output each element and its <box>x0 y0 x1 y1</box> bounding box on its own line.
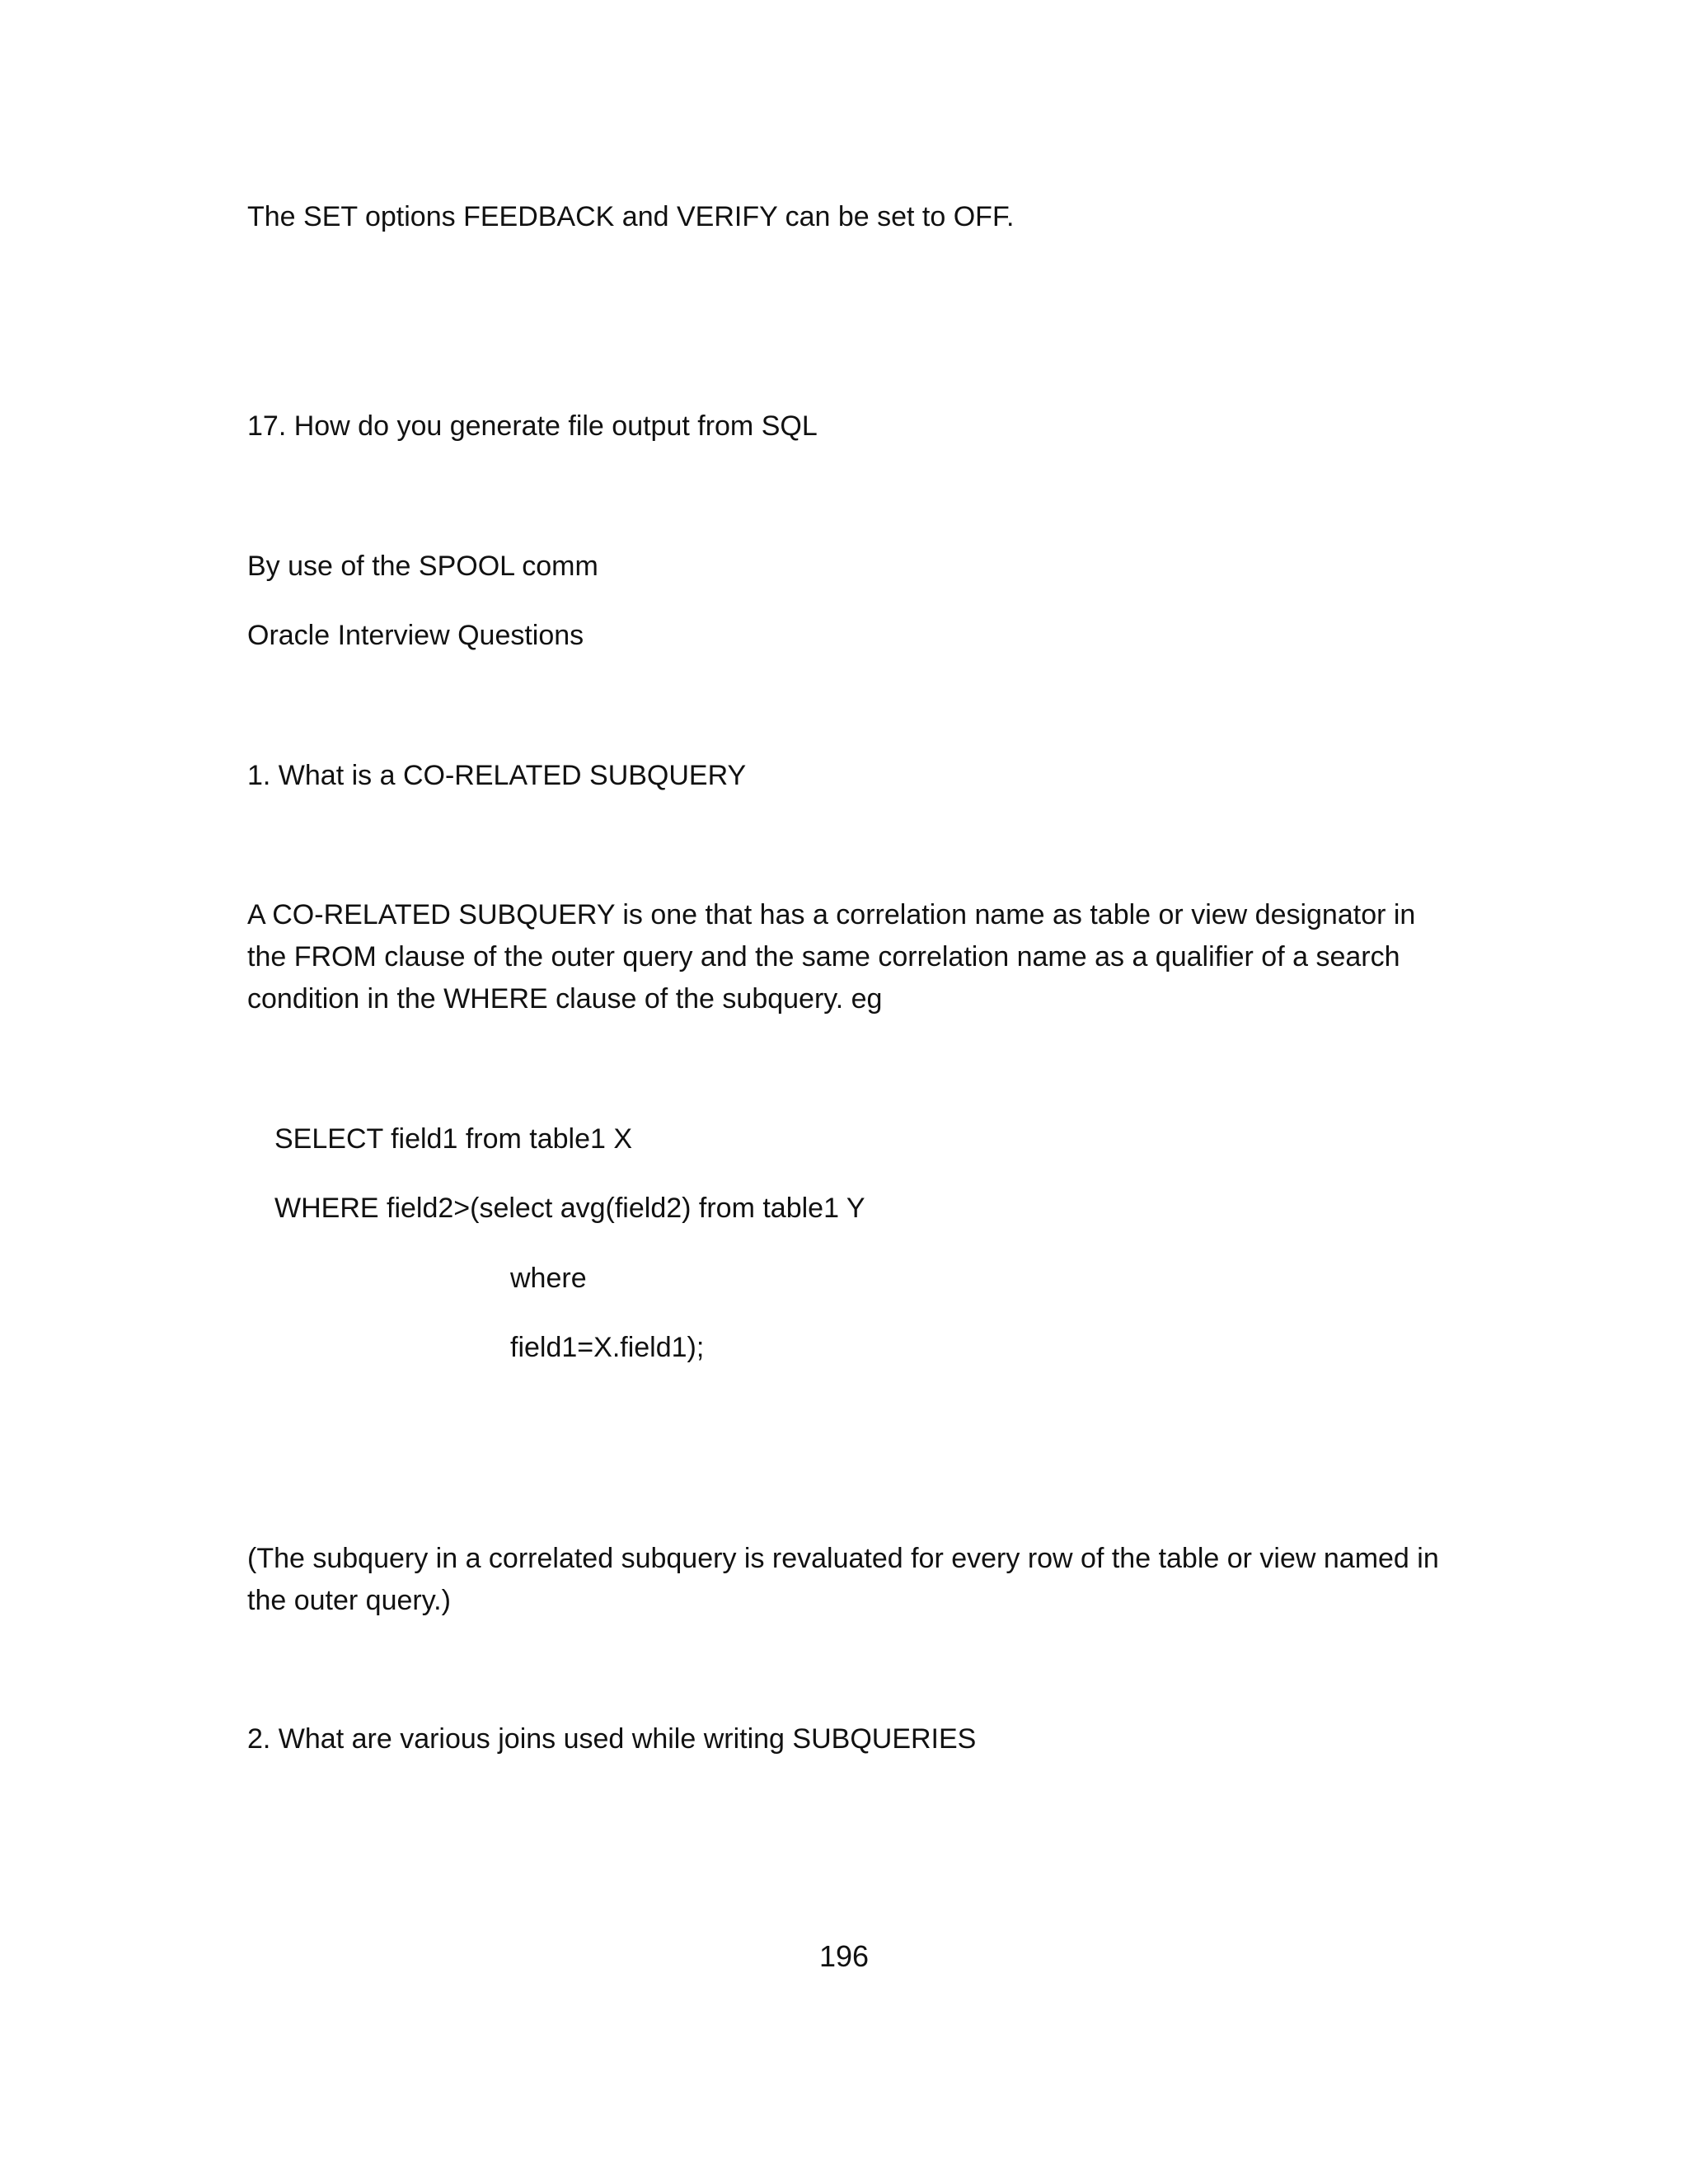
code-line-where: WHERE field2>(select avg(field2) from table1 Y <box>274 1193 865 1224</box>
page-number: 196 <box>818 1939 870 1973</box>
question-1-heading: 1. What is a CO-RELATED SUBQUERY <box>247 760 747 791</box>
note-1-paragraph: (The subquery in a correlated subquery is revaluated for every row of the table or view named in the outer query.) <box>247 1543 1439 1616</box>
section-title: Oracle Interview Questions <box>247 620 584 651</box>
answer-17-text: By use of the SPOOL comm <box>247 551 598 582</box>
question-2-heading: 2. What are various joins used while writing SUBQUERIES <box>247 1723 977 1755</box>
question-17-heading: 17. How do you generate file output from SQL <box>247 410 818 442</box>
code-line-inner-where: where <box>510 1263 587 1294</box>
set-options-text: The SET options FEEDBACK and VERIFY can be set to OFF. <box>247 201 1015 232</box>
answer-1-paragraph: A CO-RELATED SUBQUERY is one that has a correlation name as table or view designator in the FROM clause of the outer query and the same correlation name as a qualifier of a search condition in the WHERE clause of the subquery. eg <box>247 899 1416 1015</box>
code-line-select: SELECT field1 from table1 X <box>274 1123 633 1155</box>
code-line-condition: field1=X.field1); <box>510 1332 705 1363</box>
